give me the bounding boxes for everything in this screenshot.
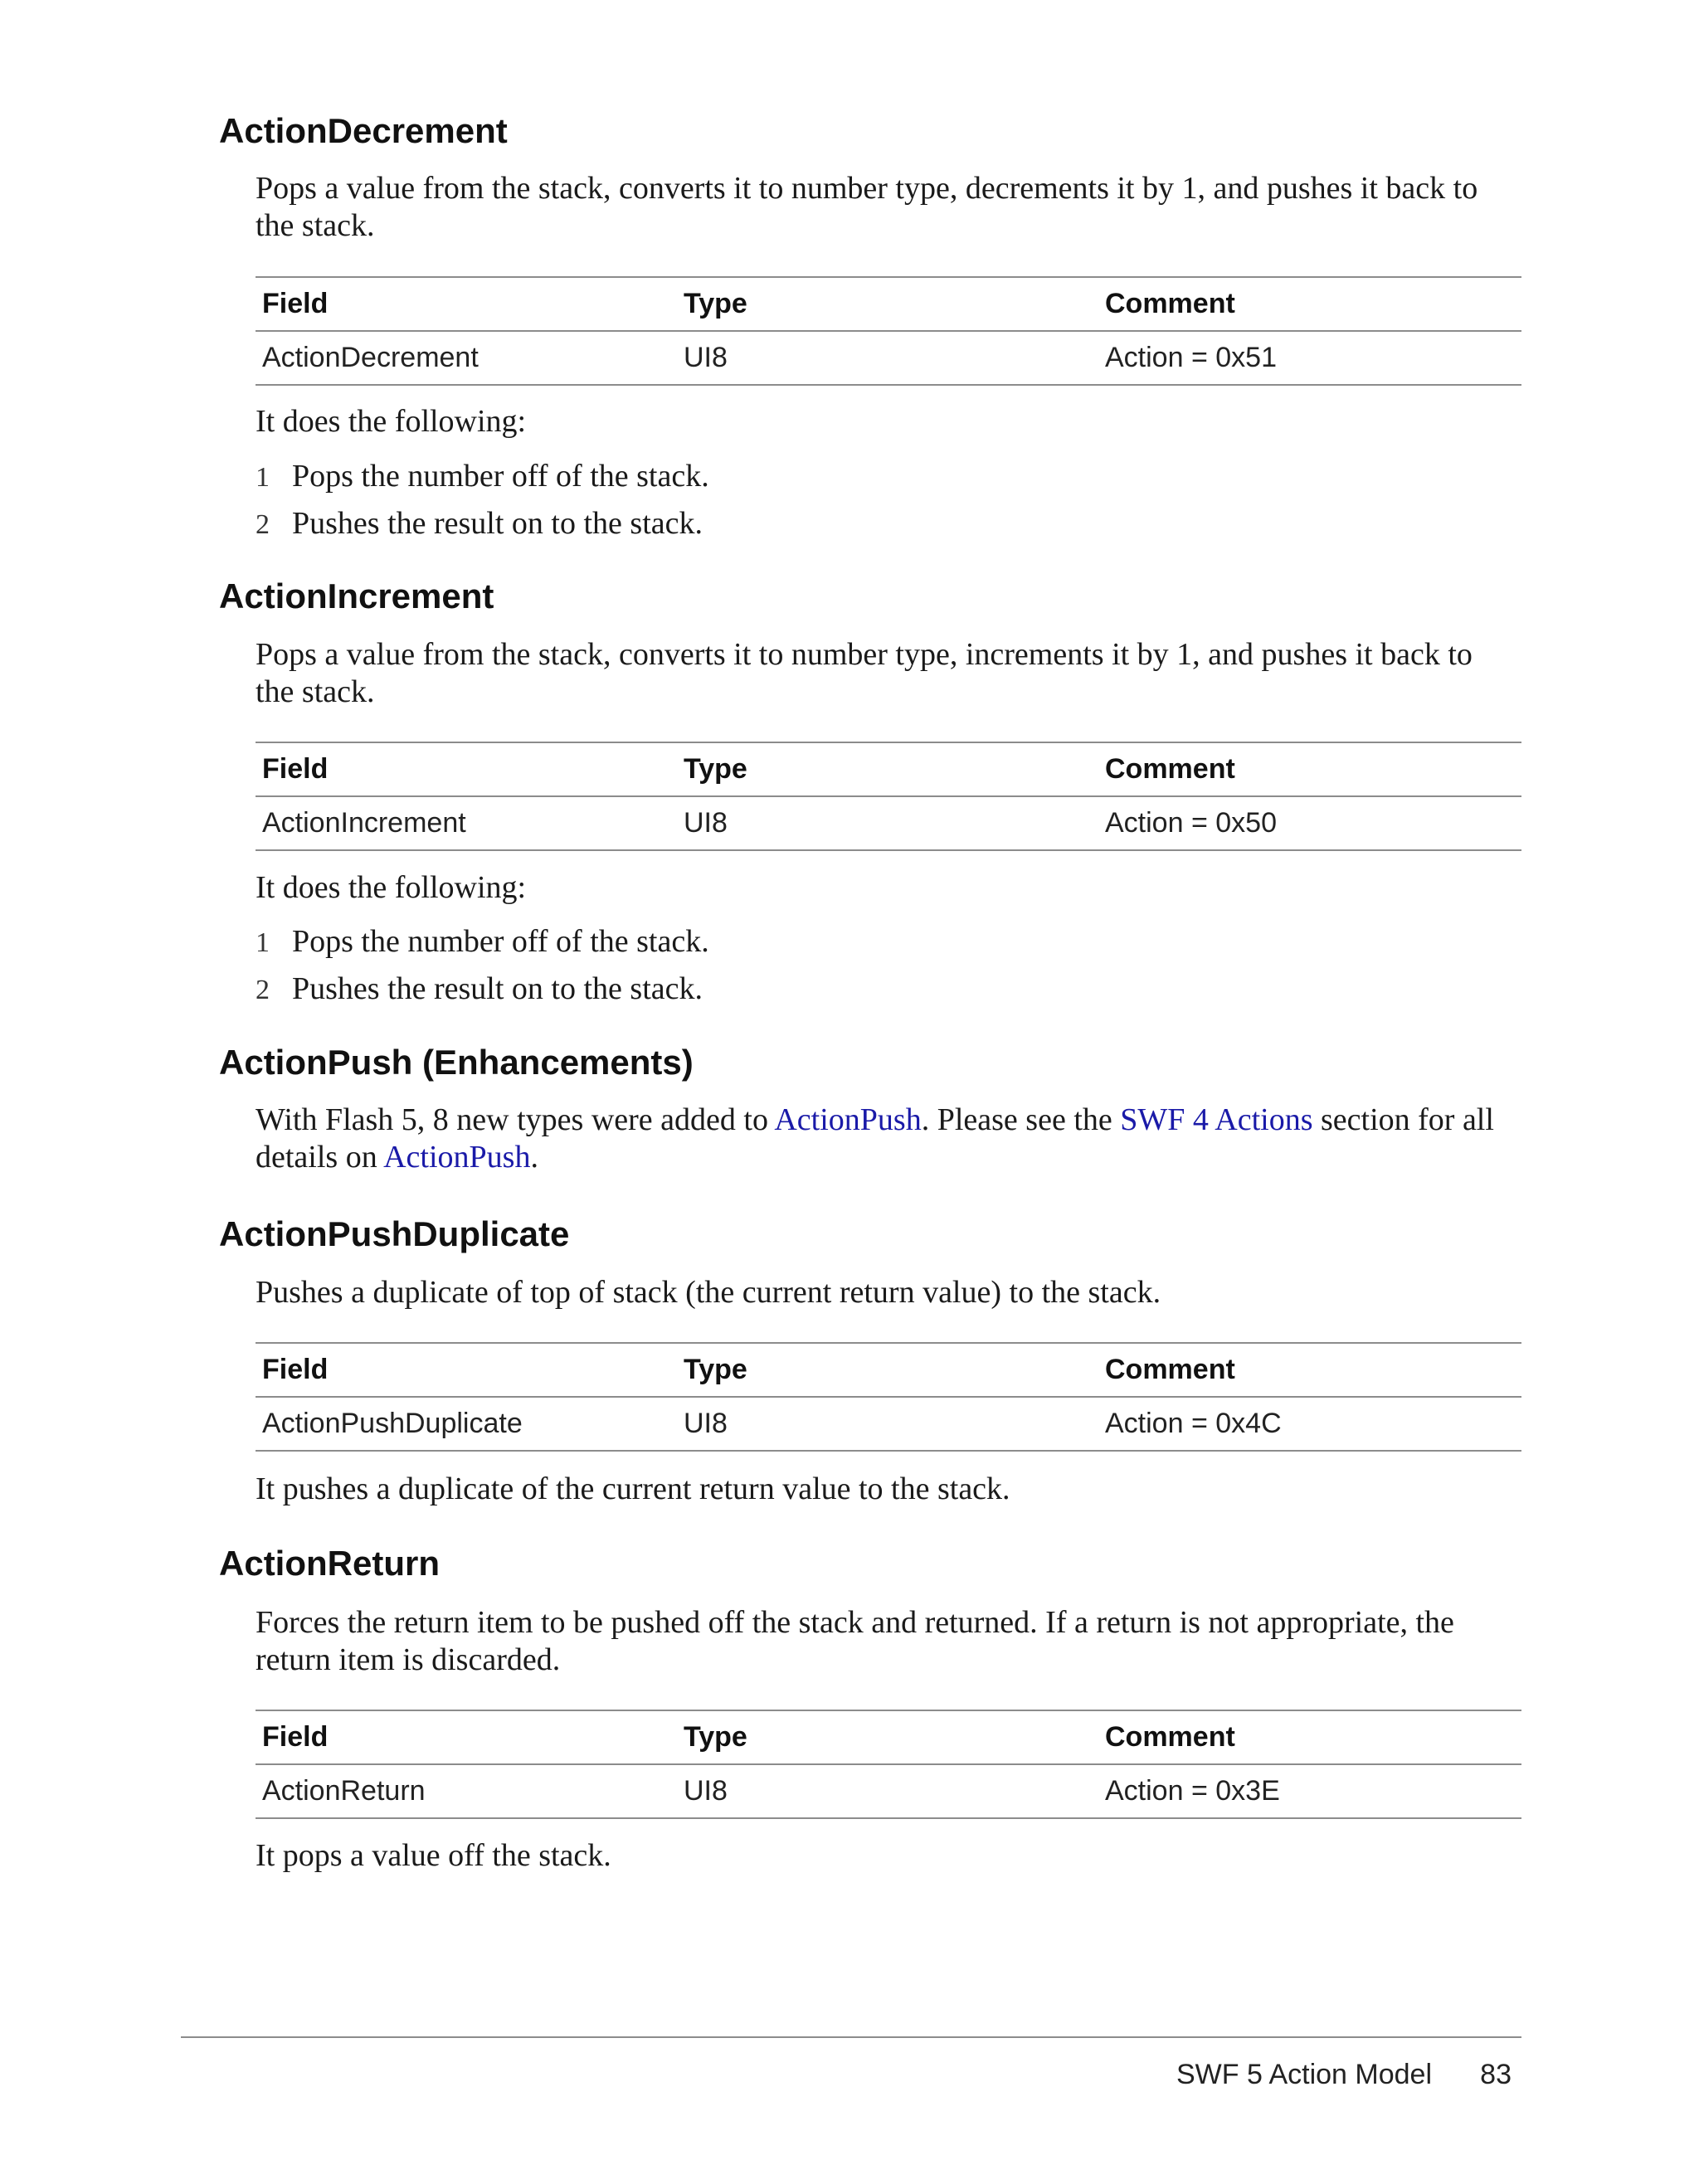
header-field: Field [256,1710,677,1764]
swf4-actions-link[interactable]: SWF 4 Actions [1120,1102,1313,1137]
action-push-duplicate-table [256,1342,1521,1452]
table-row [256,1764,1521,1818]
cell-field: ActionIncrement [256,796,677,850]
cell-field: ActionDecrement [256,331,677,385]
cell-comment: Action = 0x50 [1098,796,1521,850]
list-number: 1 [256,927,270,958]
table-header-row [256,1343,1521,1397]
list-item [256,505,703,543]
action-decrement-intro: It does the following: [256,404,527,439]
list-number: 2 [256,509,270,540]
list-item [256,970,703,1009]
action-decrement-description: Pops a value from the stack, converts it to number type, decrements it by 1, and pushes it back to the stack. [256,171,1478,243]
cell-field: ActionReturn [256,1764,677,1818]
action-push-duplicate-description: Pushes a duplicate of top of stack (the current return value) to the stack. [256,1275,1161,1310]
cell-type: UI8 [677,1764,1098,1818]
cell-comment: Action = 0x3E [1098,1764,1521,1818]
header-type: Type [677,277,1098,331]
section-heading-action-return: ActionReturn [219,1544,440,1583]
header-type: Type [677,1710,1098,1764]
list-item [256,458,709,496]
list-text: Pops the number off of the stack. [292,459,709,494]
action-return-description: Forces the return item to be pushed off the stack and returned. If a return is not appropriate, the return item is discarded. [256,1605,1454,1677]
header-field: Field [256,742,677,796]
header-type: Type [677,1343,1098,1397]
list-number: 2 [256,975,270,1005]
list-text: Pushes the result on to the stack. [292,506,703,541]
action-increment-description: Pops a value from the stack, converts it to number type, increments it by 1, and pushes it back to the stack. [256,637,1473,709]
text-part: With Flash 5, 8 new types were added to [256,1102,775,1137]
table-header-row [256,742,1521,796]
text-part: section for all details on [256,1102,1494,1175]
text-part: . Please see the [921,1102,1121,1137]
footer-title: SWF 5 Action Model [1176,2059,1432,2090]
action-return-table [256,1710,1521,1819]
header-field: Field [256,277,677,331]
action-push-description [256,1102,1516,1176]
header-comment: Comment [1098,1343,1521,1397]
section-heading-action-push-duplicate: ActionPushDuplicate [219,1214,570,1253]
table-row [256,796,1521,850]
table-header-row [256,277,1521,331]
cell-comment: Action = 0x4C [1098,1397,1521,1451]
page-number: 83 [1480,2059,1512,2090]
text-part: . [530,1140,538,1175]
section-heading-action-increment: ActionIncrement [219,576,494,615]
section-heading-action-decrement: ActionDecrement [219,111,508,150]
action-increment-table [256,742,1521,851]
cell-type: UI8 [677,796,1098,850]
section-heading-action-push: ActionPush (Enhancements) [219,1043,694,1082]
header-comment: Comment [1098,277,1521,331]
list-text: Pushes the result on to the stack. [292,971,703,1006]
action-push-link[interactable]: ActionPush [774,1102,922,1137]
header-comment: Comment [1098,742,1521,796]
cell-type: UI8 [677,1397,1098,1451]
cell-field: ActionPushDuplicate [256,1397,677,1451]
table-row [256,331,1521,385]
action-increment-intro: It does the following: [256,870,527,905]
table-header-row [256,1710,1521,1764]
cell-comment: Action = 0x51 [1098,331,1521,385]
list-item [256,923,709,961]
list-number: 1 [256,462,270,493]
header-type: Type [677,742,1098,796]
action-push-duplicate-note: It pushes a duplicate of the current return value to the stack. [256,1471,1010,1506]
action-return-note: It pops a value off the stack. [256,1838,611,1873]
table-row [256,1397,1521,1451]
cell-type: UI8 [677,331,1098,385]
header-field: Field [256,1343,677,1397]
action-push-link[interactable]: ActionPush [383,1140,531,1175]
footer-divider [181,2036,1521,2038]
header-comment: Comment [1098,1710,1521,1764]
list-text: Pops the number off of the stack. [292,924,709,959]
action-decrement-table [256,276,1521,386]
